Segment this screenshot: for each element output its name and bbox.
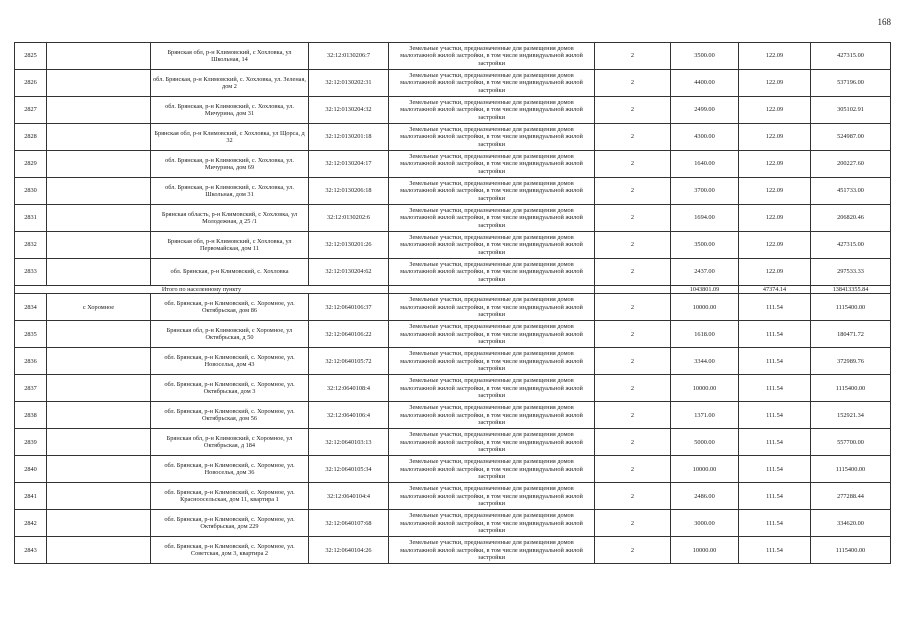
specific-value: 111.54 xyxy=(739,429,811,456)
area-value: 2437.00 xyxy=(671,259,739,286)
table-row xyxy=(15,151,891,178)
address-cell: обл. Брянская, р-н Климовский, с. Хохловка, ул. Мичурина, дом 69 xyxy=(151,151,309,178)
table-row xyxy=(15,483,891,510)
cadastral-number: 32:12:0130204:62 xyxy=(309,259,389,286)
locality-name xyxy=(47,375,151,402)
area-value: 2486.00 xyxy=(671,483,739,510)
cadastral-number: 32:12:0640104:4 xyxy=(309,483,389,510)
table-row xyxy=(15,321,891,348)
land-use-type: Земельные участки, предназначенные для размещения домов малоэтажной жилой застройки, в том числе индивидуальной жилой застройки xyxy=(389,537,595,564)
group-number: 2 xyxy=(595,151,671,178)
area-value: 3500.00 xyxy=(671,232,739,259)
row-number: 2840 xyxy=(15,456,47,483)
cadastral-number: 32:12:0640106:4 xyxy=(309,402,389,429)
specific-value: 122.09 xyxy=(739,205,811,232)
address-cell: обл. Брянская, р-н Климовский, с. Хоромное, ул. Октябрьская, дом 86 xyxy=(151,294,309,321)
row-number: 2839 xyxy=(15,429,47,456)
address-cell: Брянская обл, р-н Климовский, с Хохловка, ул Школьная, 14 xyxy=(151,43,309,70)
land-use-type: Земельные участки, предназначенные для размещения домов малоэтажной жилой застройки, в том числе индивидуальной жилой застройки xyxy=(389,178,595,205)
table-row xyxy=(15,43,891,70)
land-use-type: Земельные участки, предназначенные для размещения домов малоэтажной жилой застройки, в том числе индивидуальной жилой застройки xyxy=(389,294,595,321)
address-cell: обл. Брянская, р-н Климовский, с. Хохловка xyxy=(151,259,309,286)
area-value: 1694.00 xyxy=(671,205,739,232)
cadastral-number: 32:12:0640108:4 xyxy=(309,375,389,402)
cadastral-value: 206820.46 xyxy=(811,205,891,232)
cadastral-value: 557700.00 xyxy=(811,429,891,456)
area-value: 1618.00 xyxy=(671,321,739,348)
table-row xyxy=(15,537,891,564)
land-use-type: Земельные участки, предназначенные для размещения домов малоэтажной жилой застройки, в том числе индивидуальной жилой застройки xyxy=(389,43,595,70)
cadastral-number: 32:12:0130201:26 xyxy=(309,232,389,259)
row-number: 2836 xyxy=(15,348,47,375)
cadastral-value: 1115400.00 xyxy=(811,294,891,321)
locality-total-row xyxy=(15,286,891,294)
locality-name xyxy=(47,178,151,205)
locality-name: с Хоромное xyxy=(47,294,151,321)
land-use-type: Земельные участки, предназначенные для размещения домов малоэтажной жилой застройки, в том числе индивидуальной жилой застройки xyxy=(389,259,595,286)
row-number: 2825 xyxy=(15,43,47,70)
group-number: 2 xyxy=(595,124,671,151)
cadastral-value: 451733.00 xyxy=(811,178,891,205)
area-value: 4300.00 xyxy=(671,124,739,151)
specific-value: 122.09 xyxy=(739,43,811,70)
row-number: 2837 xyxy=(15,375,47,402)
cadastral-value: 180471.72 xyxy=(811,321,891,348)
locality-name xyxy=(47,402,151,429)
specific-value: 122.09 xyxy=(739,232,811,259)
total-value: 138413355.84 xyxy=(811,286,891,294)
row-number: 2829 xyxy=(15,151,47,178)
group-number: 2 xyxy=(595,43,671,70)
table-row xyxy=(15,205,891,232)
specific-value: 122.09 xyxy=(739,151,811,178)
group-number: 2 xyxy=(595,294,671,321)
specific-value: 122.09 xyxy=(739,124,811,151)
group-number: 2 xyxy=(595,483,671,510)
address-cell: обл. Брянская, р-н Климовский, с. Хоромное, ул. Красноосельская, дом 11, квартира 1 xyxy=(151,483,309,510)
address-cell: обл. Брянская, р-н Климовский, с. Хохловка, ул. Школьная, дом 31 xyxy=(151,178,309,205)
land-use-type: Земельные участки, предназначенные для размещения домов малоэтажной жилой застройки, в том числе индивидуальной жилой застройки xyxy=(389,402,595,429)
cadastral-number: 32:12:0130204:17 xyxy=(309,151,389,178)
locality-name xyxy=(47,429,151,456)
group-number: 2 xyxy=(595,178,671,205)
table-row xyxy=(15,348,891,375)
cadastral-number: 32:12:0640104:26 xyxy=(309,537,389,564)
address-cell: обл. Брянская, р-н Климовский, с. Хохловка, ул. Мичурина, дом 31 xyxy=(151,97,309,124)
group-number: 2 xyxy=(595,510,671,537)
group-number: 2 xyxy=(595,537,671,564)
specific-value: 122.09 xyxy=(739,70,811,97)
land-use-type: Земельные участки, предназначенные для размещения домов малоэтажной жилой застройки, в том числе индивидуальной жилой застройки xyxy=(389,124,595,151)
specific-value: 111.54 xyxy=(739,510,811,537)
cadastral-value: 427315.00 xyxy=(811,43,891,70)
land-use-type: Земельные участки, предназначенные для размещения домов малоэтажной жилой застройки, в том числе индивидуальной жилой застройки xyxy=(389,205,595,232)
group-number: 2 xyxy=(595,321,671,348)
area-value: 1371.00 xyxy=(671,402,739,429)
row-number: 2833 xyxy=(15,259,47,286)
cadastral-value: 1115400.00 xyxy=(811,537,891,564)
cadastral-number: 32:12:0130201:18 xyxy=(309,124,389,151)
area-value: 3344.00 xyxy=(671,348,739,375)
locality-name xyxy=(47,205,151,232)
locality-name xyxy=(47,43,151,70)
group-number: 2 xyxy=(595,70,671,97)
address-cell: обл. Брянская, р-н Климовский, с. Хоромное, ул. Новоселья, дом 36 xyxy=(151,456,309,483)
cadastral-number: 32:12:0640105:34 xyxy=(309,456,389,483)
cadastral-value: 277288.44 xyxy=(811,483,891,510)
cadastral-value: 372989.76 xyxy=(811,348,891,375)
specific-value: 122.09 xyxy=(739,97,811,124)
address-cell: Брянская обл, р-н Климовский, с Хоромное, ул Октябрьская, д 184 xyxy=(151,429,309,456)
locality-name xyxy=(47,151,151,178)
land-use-type: Земельные участки, предназначенные для размещения домов малоэтажной жилой застройки, в том числе индивидуальной жилой застройки xyxy=(389,321,595,348)
cadastral-value-table xyxy=(14,42,891,564)
table-row xyxy=(15,259,891,286)
row-number: 2828 xyxy=(15,124,47,151)
row-number: 2832 xyxy=(15,232,47,259)
locality-name xyxy=(47,124,151,151)
row-number: 2842 xyxy=(15,510,47,537)
cadastral-value: 200227.60 xyxy=(811,151,891,178)
row-number: 2835 xyxy=(15,321,47,348)
total-rate: 47374.14 xyxy=(739,286,811,294)
area-value: 3000.00 xyxy=(671,510,739,537)
land-use-type: Земельные участки, предназначенные для размещения домов малоэтажной жилой застройки, в том числе индивидуальной жилой застройки xyxy=(389,70,595,97)
cadastral-number: 32:12:0130202:6 xyxy=(309,205,389,232)
row-number: 2838 xyxy=(15,402,47,429)
cadastral-value: 305102.91 xyxy=(811,97,891,124)
table-row xyxy=(15,375,891,402)
cadastral-number: 32:12:0640107:68 xyxy=(309,510,389,537)
cadastral-number: 32:12:0130202:31 xyxy=(309,70,389,97)
group-number: 2 xyxy=(595,456,671,483)
locality-name xyxy=(47,70,151,97)
row-number: 2831 xyxy=(15,205,47,232)
land-use-type: Земельные участки, предназначенные для размещения домов малоэтажной жилой застройки, в том числе индивидуальной жилой застройки xyxy=(389,510,595,537)
locality-name xyxy=(47,456,151,483)
cadastral-number: 32:12:0130206:7 xyxy=(309,43,389,70)
table-row xyxy=(15,70,891,97)
area-value: 10000.00 xyxy=(671,294,739,321)
specific-value: 122.09 xyxy=(739,178,811,205)
address-cell: обл. Брянская, р-н Климовский, с. Хоромное, ул. Октябрьская, дом 229 xyxy=(151,510,309,537)
row-number: 2843 xyxy=(15,537,47,564)
table-row xyxy=(15,510,891,537)
land-use-type: Земельные участки, предназначенные для размещения домов малоэтажной жилой застройки, в том числе индивидуальной жилой застройки xyxy=(389,375,595,402)
locality-name xyxy=(47,510,151,537)
cadastral-number: 32:12:0130206:18 xyxy=(309,178,389,205)
row-number: 2841 xyxy=(15,483,47,510)
table-row xyxy=(15,232,891,259)
page-number: 168 xyxy=(877,17,891,27)
land-use-type: Земельные участки, предназначенные для размещения домов малоэтажной жилой застройки, в том числе индивидуальной жилой застройки xyxy=(389,97,595,124)
land-use-type: Земельные участки, предназначенные для размещения домов малоэтажной жилой застройки, в том числе индивидуальной жилой застройки xyxy=(389,151,595,178)
specific-value: 111.54 xyxy=(739,375,811,402)
table-row xyxy=(15,456,891,483)
locality-name xyxy=(47,348,151,375)
row-number: 2834 xyxy=(15,294,47,321)
specific-value: 111.54 xyxy=(739,483,811,510)
address-cell: обл. Брянская, р-н Климовский, с. Хоромное, ул. Новоселья, дом 43 xyxy=(151,348,309,375)
area-value: 2499.00 xyxy=(671,97,739,124)
cadastral-value: 1115400.00 xyxy=(811,375,891,402)
locality-name xyxy=(47,259,151,286)
land-use-type: Земельные участки, предназначенные для размещения домов малоэтажной жилой застройки, в том числе индивидуальной жилой застройки xyxy=(389,483,595,510)
specific-value: 111.54 xyxy=(739,348,811,375)
locality-name xyxy=(47,97,151,124)
group-number: 2 xyxy=(595,259,671,286)
specific-value: 111.54 xyxy=(739,321,811,348)
land-use-type: Земельные участки, предназначенные для размещения домов малоэтажной жилой застройки, в том числе индивидуальной жилой застройки xyxy=(389,232,595,259)
land-use-type: Земельные участки, предназначенные для размещения домов малоэтажной жилой застройки, в том числе индивидуальной жилой застройки xyxy=(389,456,595,483)
row-number: 2827 xyxy=(15,97,47,124)
address-cell: обл. Брянская, р-н Климовский, с. Хоромное, ул. Октябрьская, дом 3 xyxy=(151,375,309,402)
table-row xyxy=(15,178,891,205)
specific-value: 111.54 xyxy=(739,456,811,483)
area-value: 1640.00 xyxy=(671,151,739,178)
group-number: 2 xyxy=(595,97,671,124)
locality-name xyxy=(47,232,151,259)
address-cell: обл. Брянская, р-н Климовский, с. Хоромное, ул. Советская, дом 3, квартира 2 xyxy=(151,537,309,564)
address-cell: Брянская обл, р-н Климовский, с Хохловка, ул Щорса, д 32 xyxy=(151,124,309,151)
land-use-type: Земельные участки, предназначенные для размещения домов малоэтажной жилой застройки, в том числе индивидуальной жилой застройки xyxy=(389,348,595,375)
cadastral-number: 32:12:0640106:22 xyxy=(309,321,389,348)
area-value: 3500.00 xyxy=(671,43,739,70)
address-cell: Брянская обл, р-н Климовский, с Хохловка, ул Первомайская, дом 11 xyxy=(151,232,309,259)
land-use-type: Земельные участки, предназначенные для размещения домов малоэтажной жилой застройки, в том числе индивидуальной жилой застройки xyxy=(389,429,595,456)
area-value: 3700.00 xyxy=(671,178,739,205)
area-value: 5000.00 xyxy=(671,429,739,456)
cadastral-number: 32:12:0640105:72 xyxy=(309,348,389,375)
group-number: 2 xyxy=(595,402,671,429)
area-value: 10000.00 xyxy=(671,537,739,564)
cadastral-number: 32:12:0640106:37 xyxy=(309,294,389,321)
address-cell: Брянская область, р-н Климовский, с Хохловка, ул Молодежная, д 25 /1 xyxy=(151,205,309,232)
cadastral-value: 427315.00 xyxy=(811,232,891,259)
group-number: 2 xyxy=(595,375,671,402)
cadastral-number: 32:12:0640103:13 xyxy=(309,429,389,456)
area-value: 10000.00 xyxy=(671,456,739,483)
cadastral-value: 524987.00 xyxy=(811,124,891,151)
area-value: 10000.00 xyxy=(671,375,739,402)
specific-value: 122.09 xyxy=(739,259,811,286)
row-number: 2830 xyxy=(15,178,47,205)
address-cell: обл. Брянская, р-н Климовский, с. Хохловка, ул. Зеленая, дом 2 xyxy=(151,70,309,97)
row-number: 2826 xyxy=(15,70,47,97)
table-row xyxy=(15,402,891,429)
locality-name xyxy=(47,483,151,510)
address-cell: Брянская обл, р-н Климовский, с Хоромное, ул Октябрьская, д 50 xyxy=(151,321,309,348)
total-label: Итого по населенному пункту xyxy=(15,286,389,294)
cadastral-value: 537196.00 xyxy=(811,70,891,97)
specific-value: 111.54 xyxy=(739,537,811,564)
address-cell: обл. Брянская, р-н Климовский, с. Хоромное, ул. Октябрьская, дом 56 xyxy=(151,402,309,429)
table-row xyxy=(15,429,891,456)
locality-name xyxy=(47,321,151,348)
specific-value: 111.54 xyxy=(739,294,811,321)
table-row xyxy=(15,97,891,124)
group-number: 2 xyxy=(595,348,671,375)
cadastral-value: 334620.00 xyxy=(811,510,891,537)
locality-name xyxy=(47,537,151,564)
area-value: 4400.00 xyxy=(671,70,739,97)
cadastral-value: 297533.33 xyxy=(811,259,891,286)
total-area: 1043801.09 xyxy=(671,286,739,294)
total-blank xyxy=(595,286,671,294)
total-blank xyxy=(389,286,595,294)
cadastral-value: 152921.34 xyxy=(811,402,891,429)
table-row xyxy=(15,294,891,321)
specific-value: 111.54 xyxy=(739,402,811,429)
cadastral-number: 32:12:0130204:32 xyxy=(309,97,389,124)
group-number: 2 xyxy=(595,205,671,232)
cadastral-value: 1115400.00 xyxy=(811,456,891,483)
group-number: 2 xyxy=(595,429,671,456)
group-number: 2 xyxy=(595,232,671,259)
table-row xyxy=(15,124,891,151)
